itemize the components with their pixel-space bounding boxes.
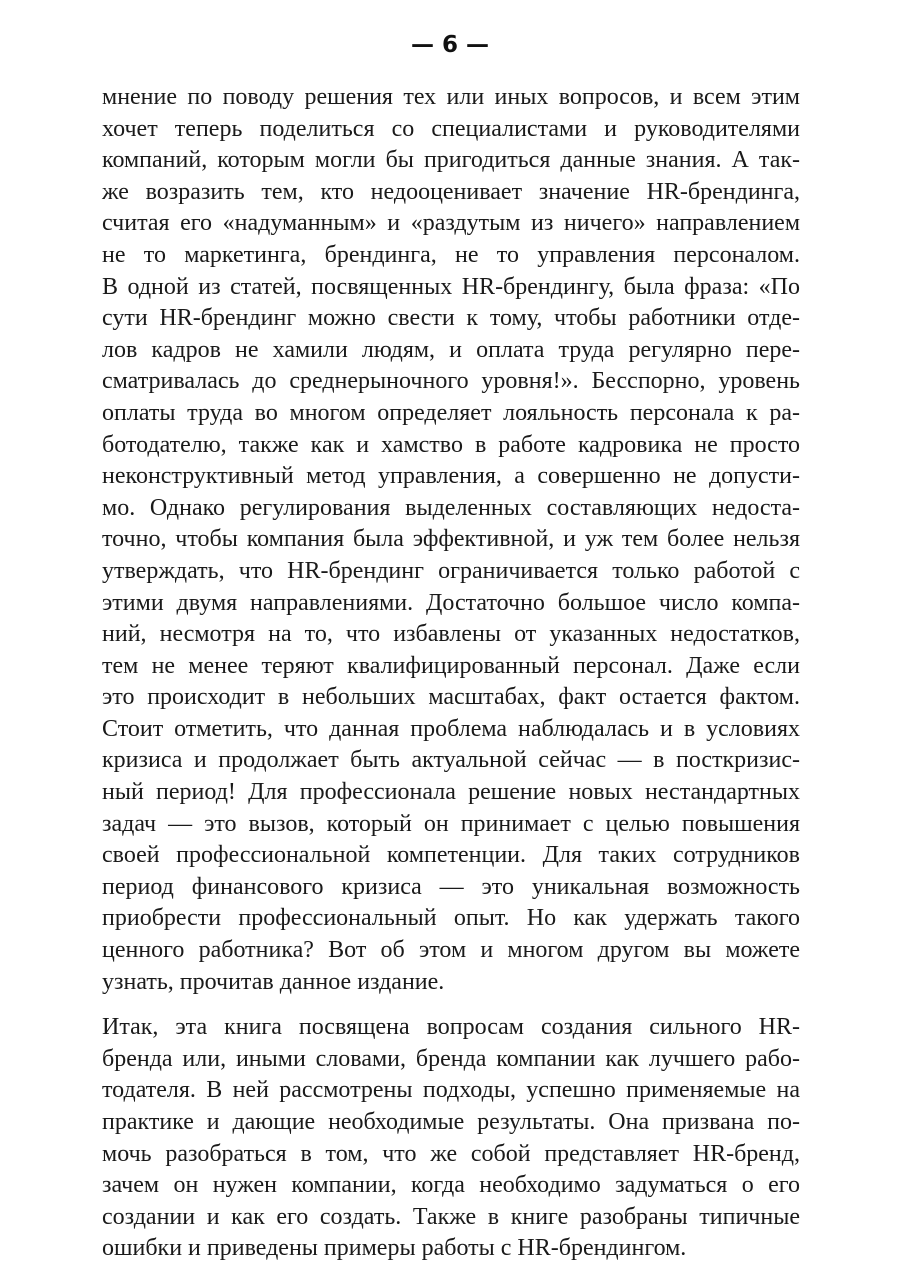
text-line: же возразить тем, кто недооценивает значение HR-брендинга,	[102, 178, 800, 205]
text-line: ный период! Для профессионала решение новых нестандартных	[102, 779, 800, 806]
text-line: задач — это вызов, который он принимает с целью повышения	[102, 810, 800, 837]
text-line: ний, несмотря на то, что избавлены от указанных недостатков,	[102, 621, 800, 648]
text-line: приобрести профессиональный опыт. Но как удержать такого	[102, 905, 800, 932]
text-line: практике и дающие необходимые результаты. Она призвана по-	[102, 1109, 800, 1135]
text-line: период финансового кризиса — это уникальная возможность	[102, 873, 800, 900]
text-line: кризиса и продолжает быть актуальной сейчас — в посткризис-	[102, 747, 800, 774]
text-line: бренда или, иными словами, бренда компании как лучшего рабо-	[102, 1045, 800, 1072]
text-line: это происходит в небольших масштабах, факт остается фактом.	[102, 684, 800, 711]
text-line: считая его «надуманным» и «раздутым из ничего» направлением	[102, 210, 800, 237]
page-number: — 6 —	[410, 32, 490, 58]
text-line: В одной из статей, посвященных HR-брендингу, была фраза: «По	[102, 273, 800, 300]
text-line: ценного работника? Вот об этом и многом другом вы можете	[102, 937, 800, 964]
text-line: своей профессиональной компетенции. Для таких сотрудников	[102, 842, 800, 869]
body-text	[102, 82, 800, 1265]
text-line: не то маркетинга, брендинга, не то управления персоналом.	[102, 241, 800, 268]
text-line: неконструктивный метод управления, а совершенно не допусти-	[102, 463, 800, 490]
text-line: лов кадров не хамили людям, и оплата труда регулярно пере-	[102, 336, 800, 363]
text-line: ботодателю, также как и хамство в работе кадровика не просто	[102, 431, 800, 458]
text-line: оплаты труда во многом определяет лояльность персонала к ра-	[102, 399, 800, 426]
text-line: утверждать, что HR-брендинг ограничивается только работой с	[102, 557, 800, 584]
paragraph	[102, 82, 800, 998]
text-line: точно, чтобы компания была эффективной, и уж тем более нельзя	[102, 526, 800, 553]
text-line: узнать, прочитав данное издание.	[102, 968, 445, 995]
text-line: мнение по поводу решения тех или иных вопросов, и всем этим	[102, 84, 800, 110]
text-line: сути HR-брендинг можно свести к тому, чтобы работники отде-	[102, 305, 800, 332]
text-line: этими двумя направлениями. Достаточно большое число компа-	[102, 589, 800, 616]
text-line: ошибки и приведены примеры работы с HR-брендингом.	[102, 1235, 687, 1262]
text-line: хочет теперь поделиться со специалистами и руководителями	[102, 115, 800, 142]
text-line: сматривалась до среднерыночного уровня!». Бесспорно, уровень	[102, 368, 800, 395]
text-line: зачем он нужен компании, когда необходимо задуматься о его	[102, 1172, 800, 1199]
text-line: тем не менее теряют квалифицированный персонал. Даже если	[102, 652, 800, 679]
text-line: мочь разобраться в том, что же собой представляет HR-бренд,	[102, 1140, 800, 1167]
text-line: мо. Однако регулирования выделенных составляющих недоста-	[102, 494, 800, 521]
text-line: компаний, которым могли бы пригодиться данные знания. А так-	[102, 147, 800, 174]
text-line: Стоит отметить, что данная проблема наблюдалась и в условиях	[102, 715, 800, 742]
text-line: создании и как его создать. Также в книге разобраны типичные	[102, 1203, 800, 1230]
paragraph	[102, 1012, 800, 1265]
text-line: тодателя. В ней рассмотрены подходы, успешно применяемые на	[102, 1077, 800, 1104]
text-line: Итак, эта книга посвящена вопросам создания сильного HR-	[102, 1014, 800, 1041]
